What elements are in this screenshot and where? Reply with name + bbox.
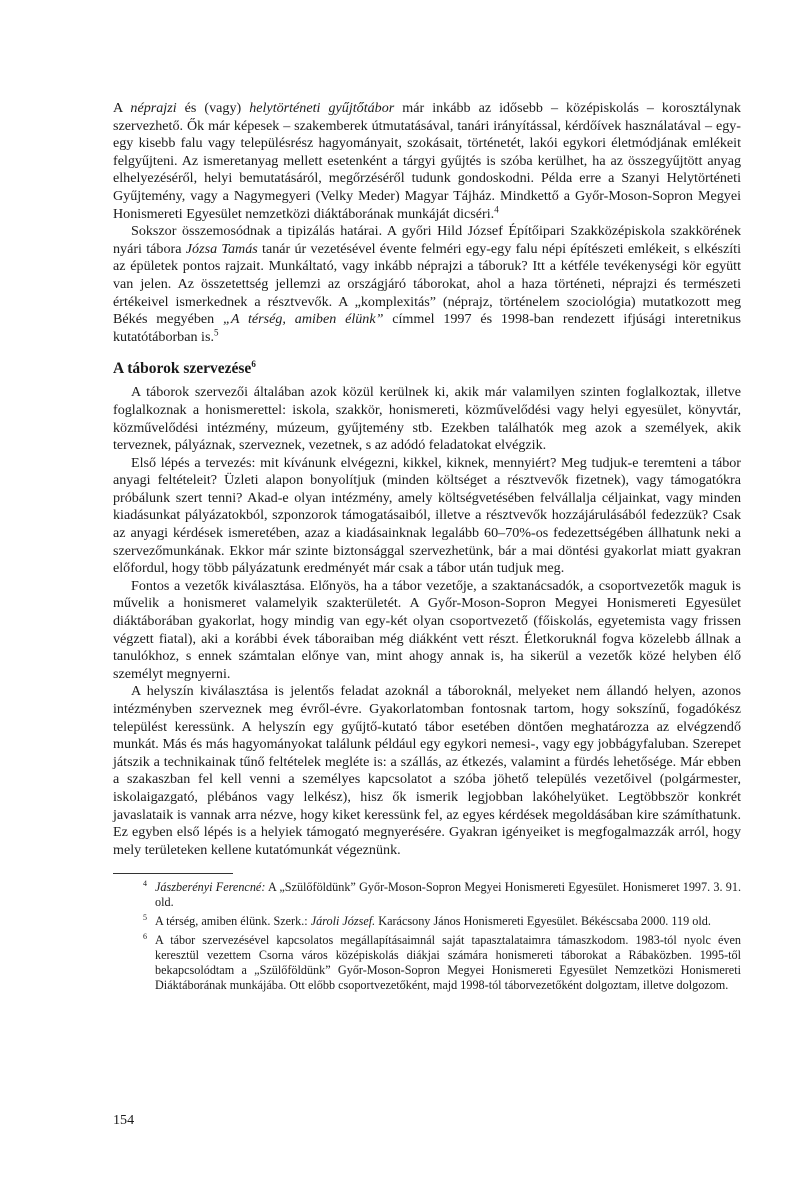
page-content xyxy=(113,100,741,997)
footnotes xyxy=(113,880,741,993)
footnote-divider xyxy=(113,873,233,874)
footnote-text: A térség, amiben élünk. Szerk.: Jároli József. Karácsony János Honismereti Egyesület. Békéscsaba 2000. 119 old. xyxy=(155,914,711,929)
footnote-text: Jászberényi Ferencné: A „Szülőföldünk” Győr-Moson-Sopron Megyei Honismereti Egyesület. Honismeret 1997. 3. 91. old. xyxy=(155,880,742,910)
paragraph: A táborok szervezői általában azok közül kerülnek ki, akik már valamilyen szinten foglalkoztak, illetve foglalkoznak a honismerettel: iskola, szakkör, honismereti, közművelődési vagy helyi egyesület, könyvtár, közművelődési intézmény, múzeum, gyűjtemény stb. Ezekben találhatók meg azok a személyek, akik terveznek, pályáznak, szerveznek, vezetnek, s az adódó feladatokat elvégzik. xyxy=(113,384,741,454)
footnote: 5 A térség, amiben élünk. Szerk.: Jároli József. Karácsony János Honismereti Egyesület. Békéscsaba 2000. 119 old. xyxy=(143,913,711,929)
paragraph: Sokszor összemosódnak a tipizálás határai. A győri Hild József Építőipari Szakközépiskola szakkörének nyári tábora Józsa Tamás tanár úr vezetésével évente felméri egy-egy falu népi építészeti emlékeit, s elkészíti az épületek pontos rajzait. Munkáltató, vagy inkább néprajzi a táboruk? Itt a kétféle tevékenységi kör együtt van jelen. Az összetettség jellemzi az országjáró táborokat, ahol a haza történeti, néprajzi és természeti értékeivel ismerkednek a résztvevők. A „komplexitás” (néprajz, történelem szociológia) mutatkozott meg Békés megyében „A térség, amiben élünk” címmel 1997 és 1998-ban rendezett ifjúsági interetnikus kutatótáborban is.$^5$ xyxy=(113,223,741,345)
page-number: 154 xyxy=(113,1112,135,1128)
paragraph: Fontos a vezetők kiválasztása. Előnyös, ha a tábor vezetője, a szaktanácsadók, a csoportvezetők maguk is művelik a honismeret valamelyik szakterületét. A Győr-Moson-Sopron Megyei Honismereti Egyesület diáktáborában gyakorlat, hogy mindig van egy-két olyan csoportvezető (főiskolás, egyetemista vagy frissen végzett fiatal), aki a korábbi évek táboraiban még diákként vett részt. Életkoruknál fogva közelebb állnak a tanulókhoz, s ennek számtalan előnye van, mint ahogy annak is, ha sikerül a vezetők közé helyben élő személyt megnyerni. xyxy=(113,577,741,682)
footnote-ref: 6 xyxy=(251,359,256,370)
paragraph: Első lépés a tervezés: mit kívánunk elvégezni, kikkel, kiknek, mennyiért? Meg tudjuk-e teremteni a tábor anyagi feltételeit? Üzleti alapon bonyolítjuk (minden költséget a résztvevők fizetnek), vagy támogatókra próbálunk szert tenni? Akad-e olyan intézmény, amely költségvetésében felvállalja céljainkat, vagy minden kiadásunkat pályázatokból, szponzorok támogatásaiból, illetve a résztvevők hozzájárulásából fedezzük? Csak az anyagi kérdések ismeretében, azaz a kiadásainknak legalább 60–70%-os fedezettségében állhatunk neki a szervezőmunkának. Ekkor már szinte biztonsággal szervezhetünk, bár a mai döntési gyakorlat miatt gyakran előfordul, hogy több pályázatunk eredményét már csak a tábor után tudjuk meg. xyxy=(113,454,741,577)
footnote: 4 Jászberényi Ferencné: A „Szülőföldünk” Győr-Moson-Sopron Megyei Honismereti Egyesület. Honismeret 1997. 3. 91. old. xyxy=(143,879,742,910)
footnote: 6 A tábor szervezésével kapcsolatos megállapításaimnál saját tapasztalataimra támaszkodom. 1983-tól nyolc éven keresztül vezettem Csorna város középiskolás diákjai számára honismereti táborokat a Rábaközben. 1995-től bekapcsolódtam a „Szülőföldünk” Győr-Moson-Sopron Megyei Honismereti Egyesület Nemzetközi Honismereti Diáktáborának munkájába. Ott előbb csoportvezetőként, majd 1998-tól táborvezetőként dolgoztam, illetve dolgozom. xyxy=(143,932,741,993)
paragraph: A néprajzi és (vagy) helytörténeti gyűjtőtábor már inkább az idősebb – középiskolás – korosztálynak szervezhető. Ők már képesek – szakemberek útmutatásával, tanári irányítással, kérdőívek használatával – egy-egy kisebb falu vagy településrész hagyományait, szokásait, történetét, lakói egykori életmódjának emlékeit felgyűjteni. Az ismeretanyag mellett esetenként a tárgyi gyűjtés is szóba kerülhet, ha az összegyűjtött anyag elhelyezéséről, helyi bemutatásáról, megőrzéséről tudunk gondoskodni. Példa erre a Szanyi Helytörténeti Gyűjtemény, vagy a Nagymegyeri (Velky Meder) Magyar Tájház. Mindkettő a Győr-Moson-Sopron Megyei Honismereti Egyesület nemzetközi diáktáborának munkáját dicséri.$^4$ xyxy=(113,100,741,222)
body-text-top xyxy=(113,100,741,346)
footnote-text: A tábor szervezésével kapcsolatos megállapításaimnál saját tapasztalataimra támaszkodom. 1983-tól nyolc éven keresztül vezettem Csorna város középiskolás diákjai számára honismereti táborokat a Rábaközben. 1995-től bekapcsolódtam a „Szülőföldünk” Győr-Moson-Sopron Megyei Honismereti Egyesület Nemzetközi Honismereti Diáktáborának munkájába. Ott előbb csoportvezetőként, majd 1998-tól táborvezetőként dolgoztam, illetve dolgozom. xyxy=(155,933,741,993)
paragraph: A helyszín kiválasztása is jelentős feladat azoknál a táboroknál, melyeket nem állandó helyen, azonos intézményben szerveznek meg évről-évre. Gyakorlatomban fontosnak tartom, hogy sokszínű, fogadókész települést keressünk. A helyszín egy gyűjtő-kutató tábor esetében döntően meghatározza az elvégzendő munkát. Más és más hagyományokat találunk például egy egykori nemesi-, vagy egy jobbágyfaluban. Szerepet játszik a technikainak tűnő feltételek megléte is: a szállás, az étkezés, valamint a fürdés lehetősége. Már ebben a szakaszban fel kell venni a személyes kapcsolatot a szóba jöhető település vezetőivel (polgármester, iskolaigazgató, plébános vagy lelkész), hisz ők ismerik legjobban lakóhelyüket. Legtöbbször konkrét javaslataik is vannak arra nézve, hogy kiket keressünk fel, az egyes kérdések megoldásában kire számíthatunk. Ez egyben első lépés is a helyiek támogató megnyerésére. Gyakran igényeiket is megfogalmazzák arról, hogy mely területeken kellene kutatómunkát végeznünk. xyxy=(113,683,741,858)
section-heading: A táborok szervezése$^6$ xyxy=(113,359,256,378)
body-text-section xyxy=(113,384,741,859)
